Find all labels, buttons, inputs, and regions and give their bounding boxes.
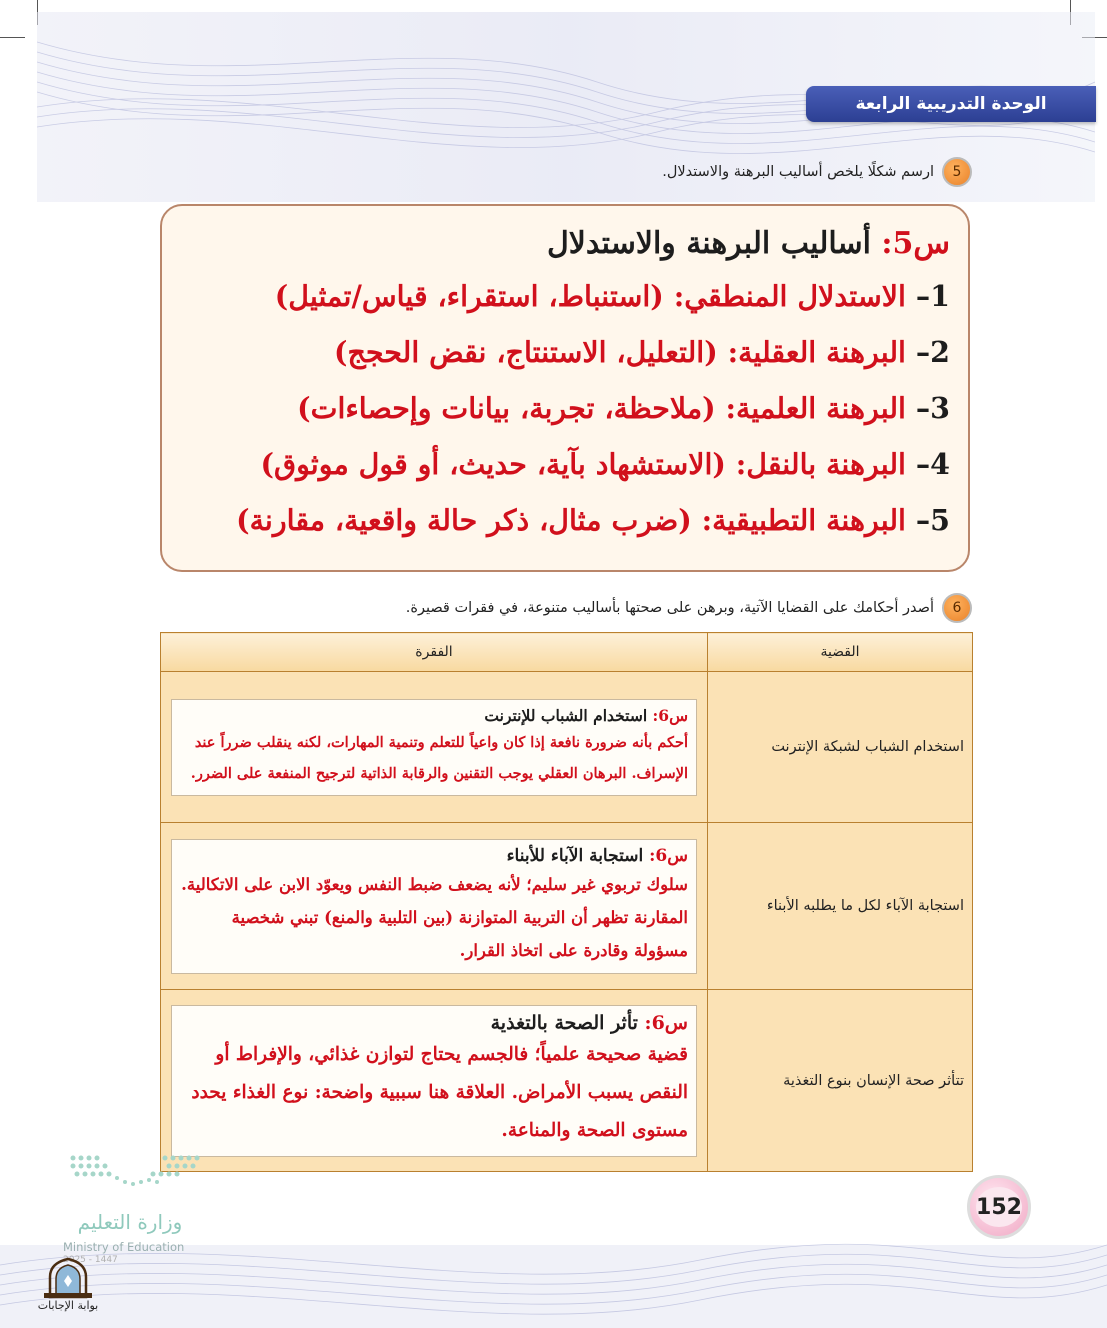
line-number: 2– [915, 335, 950, 369]
question-5 [662, 157, 972, 187]
question-number-badge: 5 [942, 157, 972, 187]
line-text: الاستدلال المنطقي: (استنباط، استقراء، قياس/تمثيل) [274, 279, 906, 313]
page-number: 152 [976, 1187, 1022, 1227]
mosque-icon [28, 1255, 108, 1299]
answer-portal-logo [28, 1255, 108, 1320]
answer-line [172, 380, 950, 436]
answer-title [172, 220, 950, 268]
answer-prefix: س6: [649, 845, 688, 866]
header-issue: القضية [708, 633, 973, 672]
ministry-years: 2025 - 1447 [63, 1255, 118, 1265]
issue-cell: استجابة الآباء لكل ما يطلبه الأبناء [708, 823, 973, 990]
table-row [161, 823, 973, 990]
answer-box-q5 [160, 204, 970, 572]
answer-card-title [178, 846, 688, 866]
issue-cell: تتأثر صحة الإنسان بنوع التغذية [708, 990, 973, 1172]
paragraph-cell [161, 672, 708, 823]
issue-cell: استخدام الشباب لشبكة الإنترنت [708, 672, 973, 823]
line-text: البرهنة التطبيقية: (ضرب مثال، ذكر حالة واقعية، مقارنة) [236, 503, 906, 537]
answer-prefix: س6: [644, 1011, 688, 1034]
header-paragraph: الفقرة [161, 633, 708, 672]
page-number-badge [967, 1175, 1031, 1239]
line-text: البرهنة العقلية: (التعليل، الاستنتاج، نقض الحجج) [333, 335, 906, 369]
answer-card [171, 839, 697, 974]
line-text: البرهنة بالنقل: (الاستشهاد بآية، حديث، أو قول موثوق) [260, 447, 906, 481]
answer-prefix: س6: [652, 705, 688, 725]
paragraph-cell [161, 990, 708, 1172]
question-prompt: أصدر أحكامك على القضايا الآتية، وبرهن على صحتها بأساليب متنوعة، في فقرات قصيرة. [405, 600, 934, 616]
answer-portal-label: بوابة الإجابات [37, 1299, 99, 1312]
answer-line [172, 268, 950, 324]
line-number: 5– [915, 503, 950, 537]
ministry-dots-icon [65, 1152, 205, 1197]
answer-card-body: سلوك تربوي غير سليم؛ لأنه يضعف ضبط النفس ويعوّد الابن على الاتكالية. المقارنة تظهر أن التربية المتوازنة (بين التلبية والمنع) تبني شخصية مسؤولة وقادرة على اتخاذ القرار. [181, 874, 688, 960]
question-6 [406, 593, 972, 623]
question-prompt: ارسم شكلًا يلخص أساليب البرهنة والاستدلال. [662, 164, 934, 180]
question-number-badge: 6 [942, 593, 972, 623]
answer-card-title [178, 706, 688, 725]
table-header-row [161, 633, 973, 672]
answer-card-title [178, 1012, 688, 1034]
line-number: 1– [915, 279, 950, 313]
unit-title-badge: الوحدة التدريبية الرابعة [806, 86, 1096, 122]
answer-card-title-text: استجابة الآباء للأبناء [506, 845, 644, 866]
answer-card-title-text: تأثر الصحة بالتغذية [490, 1011, 638, 1034]
answer-card-body: قضية صحيحة علمياً؛ فالجسم يحتاج لتوازن غذائي، والإفراط أو النقص يسبب الأمراض. العلاقة هنا سببية واضحة: نوع الغذاء يحدد مستوى الصحة والمناعة. [191, 1043, 688, 1141]
paragraph-cell [161, 823, 708, 990]
crop-mark [0, 37, 25, 38]
ministry-arabic-name: وزارة التعليم [77, 1210, 183, 1234]
line-text: البرهنة العلمية: (ملاحظة، تجربة، بيانات وإحصاءات) [297, 391, 906, 425]
line-number: 4– [915, 447, 950, 481]
answer-card-body: أحكم بأنه ضرورة نافعة إذا كان واعياً للتعلم وتنمية المهارات، لكنه ينقلب ضرراً عند الإسراف. البرهان العقلي يوجب التقنين والرقابة الذاتية لترجيح المنفعة على الضرر. [190, 733, 688, 782]
answer-line [172, 492, 950, 548]
answer-prefix: س5: [881, 226, 950, 261]
ministry-of-education-logo [60, 1152, 210, 1272]
answer-card [171, 1005, 697, 1157]
answer-line [172, 324, 950, 380]
answer-card [171, 699, 697, 796]
line-number: 3– [915, 391, 950, 425]
table-row [161, 990, 973, 1172]
issues-table [160, 632, 973, 1172]
answer-card-title-text: استخدام الشباب للإنترنت [484, 705, 648, 725]
table-row [161, 672, 973, 823]
answer-title-text: أساليب البرهنة والاستدلال [547, 226, 871, 261]
answer-line [172, 436, 950, 492]
ministry-english-name: Ministry of Education [63, 1240, 185, 1254]
